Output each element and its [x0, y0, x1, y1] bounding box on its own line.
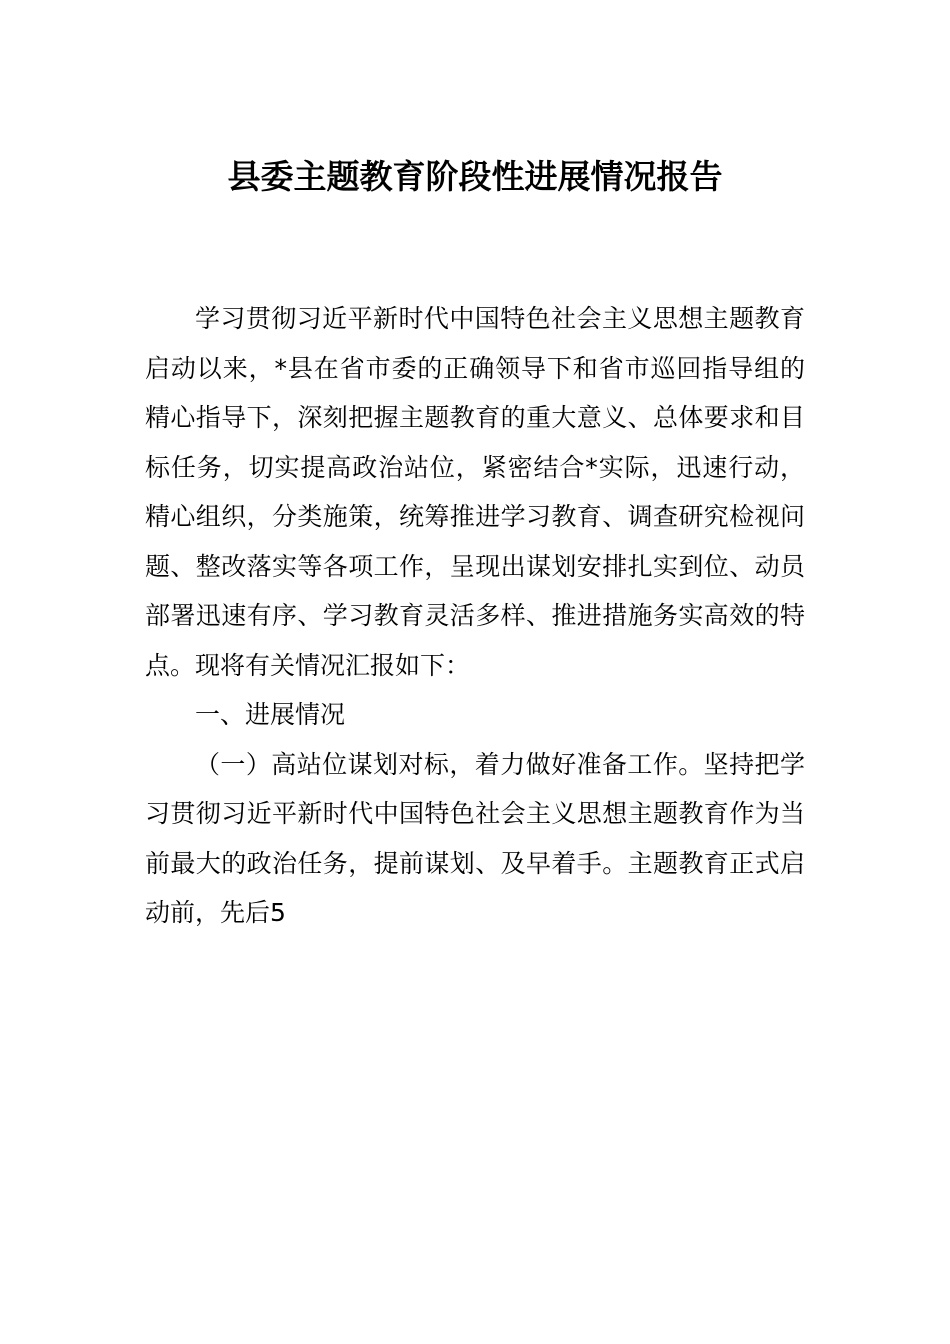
intro-paragraph: 学习贯彻习近平新时代中国特色社会主义思想主题教育启动以来，*县在省市委的正确领导下和省市巡回指导组的精心指导下，深刻把握主题教育的重大意义、总体要求和目标任务，切实提高政治站位，紧密结合*实际，迅速行动，精心组织，分类施策，统筹推进学习教育、调查研究检视问题、整改落实等各项工作，呈现出谋划安排扎实到位、动员部署迅速有序、学习教育灵活多样、推进措施务实高效的特点。现将有关情况汇报如下：	[145, 304, 805, 680]
section-heading: 一、进展情况	[195, 700, 346, 729]
subsection-paragraph: （一）高站位谋划对标，着力做好准备工作。坚持把学习贯彻习近平新时代中国特色社会主义思想主题教育作为当前最大的政治任务，提前谋划、及早着手。主题教育正式启动前，先后5	[145, 749, 805, 927]
document-title: 县委主题教育阶段性进展情况报告	[227, 157, 723, 196]
document-body	[145, 294, 805, 938]
